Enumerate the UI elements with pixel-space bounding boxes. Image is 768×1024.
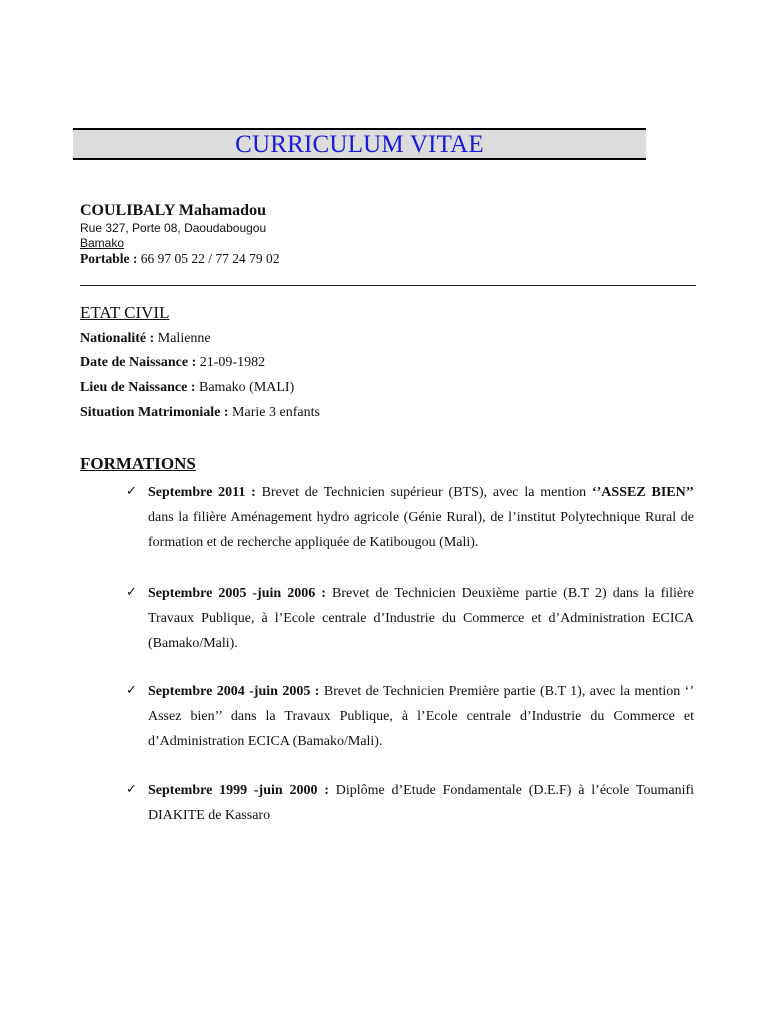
formation-period: Septembre 1999 -juin 2000 : bbox=[148, 783, 329, 798]
candidate-name: COULIBALY Mahamadou bbox=[80, 202, 266, 219]
title-banner bbox=[73, 128, 646, 160]
formation-period: Septembre 2005 -juin 2006 : bbox=[148, 586, 326, 601]
formation-text: Diplôme d’Etude Fondamentale (D.E.F) à l’école Toumanifi DIAKITE de Kassaro bbox=[148, 783, 695, 823]
check-icon: ✓ bbox=[126, 782, 137, 797]
formation-item-bts bbox=[148, 480, 694, 555]
field-value: 21-09-1982 bbox=[199, 355, 266, 370]
field-date-naissance bbox=[80, 355, 265, 371]
formation-text: dans la filière Aménagement hydro agricole (Génie Rural), de l’institut Polytechnique Rural de formation et de recherche appliquée de Katibougou (Mali). bbox=[148, 510, 694, 550]
formation-item-bt2 bbox=[148, 581, 694, 656]
field-label: Lieu de Naissance : bbox=[80, 380, 196, 395]
phone-value: 66 97 05 22 / 77 24 79 02 bbox=[140, 251, 280, 266]
header-divider bbox=[80, 285, 696, 286]
field-situation-matrimoniale bbox=[80, 405, 320, 421]
field-value: Malienne bbox=[157, 331, 211, 346]
field-nationalite bbox=[80, 331, 211, 347]
formation-item-bt1 bbox=[148, 679, 694, 754]
field-value: Bamako (MALI) bbox=[199, 380, 295, 395]
field-label: Situation Matrimoniale : bbox=[80, 405, 229, 420]
address-line-1: Rue 327, Porte 08, Daoudabougou bbox=[80, 221, 267, 235]
etat-civil-heading: ETAT CIVIL bbox=[80, 303, 170, 322]
field-label: Date de Naissance : bbox=[80, 355, 197, 370]
formation-text: Brevet de Technicien supérieur (BTS), avec la mention bbox=[261, 485, 587, 500]
check-icon: ✓ bbox=[126, 683, 137, 698]
formations-heading: FORMATIONS bbox=[80, 454, 196, 473]
field-label: Nationalité : bbox=[80, 331, 155, 346]
field-lieu-naissance bbox=[80, 380, 294, 396]
formation-period: Septembre 2004 -juin 2005 : bbox=[148, 684, 320, 699]
field-value: Marie 3 enfants bbox=[232, 405, 320, 420]
phone-line bbox=[80, 251, 280, 267]
check-icon: ✓ bbox=[126, 484, 137, 499]
formation-text: Brevet de Technicien Première partie (B.T 1), avec la mention ‘’ Assez bien’’ dans la Travaux Publique, à l’Ecole centrale d’Industrie du Commerce et d’Administration ECICA (Bamako/Mali). bbox=[148, 684, 695, 749]
phone-label: Portable : bbox=[80, 251, 138, 266]
address-line-2: Bamako bbox=[80, 236, 125, 250]
document-title: CURRICULUM VITAE bbox=[235, 131, 484, 158]
formation-period: Septembre 2011 : bbox=[148, 485, 256, 500]
check-icon: ✓ bbox=[126, 585, 137, 600]
formation-mention: ‘’ASSEZ BIEN’’ bbox=[591, 485, 694, 500]
formation-text: Brevet de Technicien Deuxième partie (B.T 2) dans la filière Travaux Publique, à l’Ecole centrale d’Industrie du Commerce et d’Administration ECICA (Bamako/Mali). bbox=[148, 586, 695, 651]
formation-item-def bbox=[148, 778, 694, 828]
